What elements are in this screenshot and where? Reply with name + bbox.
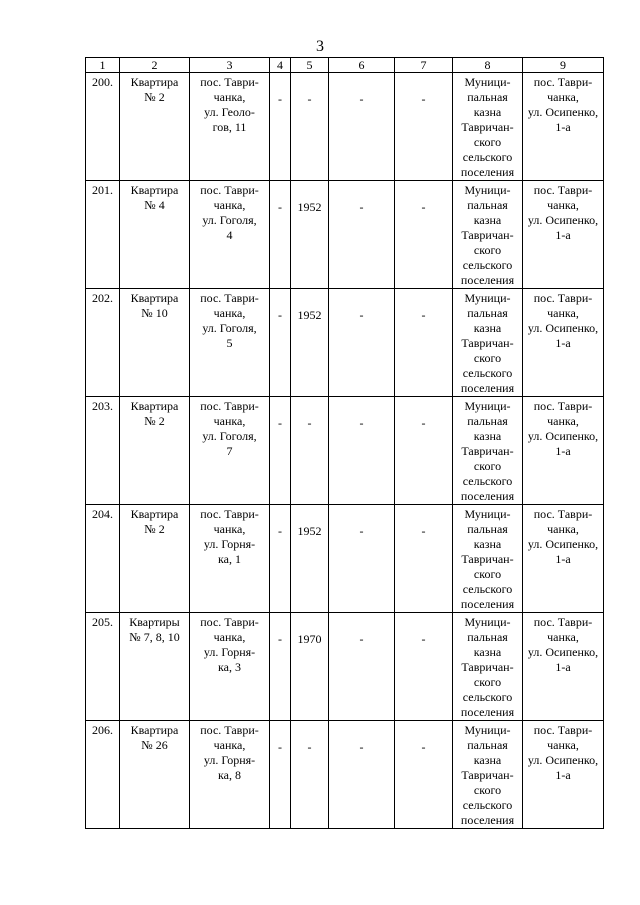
row-number: 206. <box>92 723 113 737</box>
column-header-1: 1 <box>86 58 120 73</box>
rights-holder: Муници- пальная казна Тавричан- ского сельского поселения <box>460 291 515 395</box>
object-name: Квартира № 10 <box>130 291 179 320</box>
column-4-value: - <box>278 200 282 214</box>
object-address: пос. Таври- чанка, ул. Геоло- гов, 11 <box>200 75 259 134</box>
rights-holder-cell <box>453 289 523 397</box>
column-4-value-cell <box>270 73 291 181</box>
row-number: 204. <box>92 507 113 521</box>
object-name-cell <box>120 721 190 829</box>
rights-holder: Муници- пальная казна Тавричан- ского сельского поселения <box>460 507 515 611</box>
column-4-value-cell <box>270 505 291 613</box>
holder-address-cell <box>523 181 604 289</box>
object-name-cell <box>120 73 190 181</box>
column-6-value: - <box>359 416 364 430</box>
rights-holder-cell <box>453 505 523 613</box>
year-value-cell <box>291 181 329 289</box>
column-6-value-cell <box>329 73 395 181</box>
holder-address: пос. Таври- чанка, ул. Осипенко, 1-а <box>527 291 599 350</box>
object-name-cell <box>120 289 190 397</box>
column-6-value-cell <box>329 397 395 505</box>
object-name: Квартира № 26 <box>130 723 179 752</box>
rights-holder: Муници- пальная казна Тавричан- ского сельского поселения <box>460 723 515 827</box>
row-number-cell <box>86 181 120 289</box>
column-6-value: - <box>359 632 364 646</box>
column-4-value: - <box>278 92 282 106</box>
row-number: 200. <box>92 75 113 89</box>
table-row <box>86 73 604 181</box>
year-value: 1952 <box>297 200 322 214</box>
object-name: Квартира № 2 <box>130 75 179 104</box>
object-address-cell <box>190 73 270 181</box>
object-name: Квартира № 4 <box>130 183 179 212</box>
column-7-value: - <box>421 632 426 646</box>
column-4-value: - <box>278 416 282 430</box>
row-number: 205. <box>92 615 113 629</box>
year-value: 1952 <box>297 524 322 538</box>
column-header-2: 2 <box>120 58 190 73</box>
year-value: - <box>307 416 312 430</box>
rights-holder: Муници- пальная казна Тавричан- ского сельского поселения <box>460 615 515 719</box>
rights-holder-cell <box>453 73 523 181</box>
column-4-value: - <box>278 740 282 754</box>
column-4-value-cell <box>270 181 291 289</box>
object-address-cell <box>190 397 270 505</box>
object-address: пос. Таври- чанка, ул. Горня- ка, 3 <box>200 615 259 674</box>
column-header-3: 3 <box>190 58 270 73</box>
holder-address: пос. Таври- чанка, ул. Осипенко, 1-а <box>527 399 599 458</box>
rights-holder-cell <box>453 181 523 289</box>
table-row <box>86 397 604 505</box>
rights-holder: Муници- пальная казна Тавричан- ского сельского поселения <box>460 399 515 503</box>
column-6-value-cell <box>329 721 395 829</box>
column-6-value-cell <box>329 613 395 721</box>
object-address: пос. Таври- чанка, ул. Гоголя, 7 <box>200 399 259 458</box>
table-row <box>86 505 604 613</box>
column-header-8: 8 <box>453 58 523 73</box>
column-4-value-cell <box>270 613 291 721</box>
object-address-cell <box>190 505 270 613</box>
column-7-value-cell <box>395 721 453 829</box>
column-7-value: - <box>421 416 426 430</box>
registry-body <box>86 73 604 829</box>
object-address-cell <box>190 181 270 289</box>
table-row <box>86 289 604 397</box>
holder-address: пос. Таври- чанка, ул. Осипенко, 1-а <box>527 75 599 134</box>
property-registry-table <box>85 57 604 829</box>
holder-address-cell <box>523 289 604 397</box>
column-header-6: 6 <box>329 58 395 73</box>
table-row <box>86 721 604 829</box>
column-4-value-cell <box>270 397 291 505</box>
year-value: 1952 <box>297 308 322 322</box>
column-6-value: - <box>359 308 364 322</box>
column-7-value-cell <box>395 289 453 397</box>
column-7-value: - <box>421 92 426 106</box>
holder-address: пос. Таври- чанка, ул. Осипенко, 1-а <box>527 615 599 674</box>
year-value-cell <box>291 721 329 829</box>
year-value-cell <box>291 613 329 721</box>
column-6-value-cell <box>329 181 395 289</box>
object-name: Квартиры № 7, 8, 10 <box>129 615 180 644</box>
year-value: 1970 <box>297 632 322 646</box>
rights-holder-cell <box>453 721 523 829</box>
column-header-9: 9 <box>523 58 604 73</box>
holder-address-cell <box>523 721 604 829</box>
object-name: Квартира № 2 <box>130 507 179 536</box>
column-6-value: - <box>359 524 364 538</box>
row-number-cell <box>86 721 120 829</box>
rights-holder-cell <box>453 397 523 505</box>
column-7-value-cell <box>395 397 453 505</box>
column-4-value: - <box>278 632 282 646</box>
year-value-cell <box>291 397 329 505</box>
year-value-cell <box>291 289 329 397</box>
object-address-cell <box>190 289 270 397</box>
object-address: пос. Таври- чанка, ул. Горня- ка, 8 <box>200 723 259 782</box>
row-number: 202. <box>92 291 113 305</box>
row-number-cell <box>86 505 120 613</box>
column-4-value-cell <box>270 289 291 397</box>
object-address: пос. Таври- чанка, ул. Гоголя, 5 <box>200 291 259 350</box>
holder-address: пос. Таври- чанка, ул. Осипенко, 1-а <box>527 507 599 566</box>
object-name-cell <box>120 613 190 721</box>
rights-holder: Муници- пальная казна Тавричан- ского сельского поселения <box>460 183 515 287</box>
column-7-value-cell <box>395 505 453 613</box>
row-number-cell <box>86 397 120 505</box>
object-address-cell <box>190 721 270 829</box>
column-7-value: - <box>421 200 426 214</box>
row-number: 201. <box>92 183 113 197</box>
year-value-cell <box>291 505 329 613</box>
holder-address: пос. Таври- чанка, ул. Осипенко, 1-а <box>527 183 599 242</box>
object-address: пос. Таври- чанка, ул. Гоголя, 4 <box>200 183 259 242</box>
column-6-value-cell <box>329 289 395 397</box>
holder-address-cell <box>523 73 604 181</box>
object-name-cell <box>120 397 190 505</box>
object-address-cell <box>190 613 270 721</box>
object-name: Квартира № 2 <box>130 399 179 428</box>
column-7-value-cell <box>395 613 453 721</box>
year-value: - <box>307 92 312 106</box>
holder-address-cell <box>523 397 604 505</box>
row-number-cell <box>86 73 120 181</box>
holder-address-cell <box>523 505 604 613</box>
object-name-cell <box>120 505 190 613</box>
column-6-value: - <box>359 92 364 106</box>
column-7-value-cell <box>395 73 453 181</box>
row-number-cell <box>86 613 120 721</box>
column-6-value: - <box>359 740 364 754</box>
page-number: 3 <box>316 38 324 55</box>
object-name-cell <box>120 181 190 289</box>
column-7-value: - <box>421 308 426 322</box>
column-7-value: - <box>421 740 426 754</box>
column-header-5: 5 <box>291 58 329 73</box>
year-value: - <box>307 740 312 754</box>
rights-holder-cell <box>453 613 523 721</box>
table-row <box>86 613 604 721</box>
column-header-4: 4 <box>270 58 291 73</box>
column-6-value-cell <box>329 505 395 613</box>
column-4-value: - <box>278 308 282 322</box>
column-7-value-cell <box>395 181 453 289</box>
column-4-value-cell <box>270 721 291 829</box>
column-header-7: 7 <box>395 58 453 73</box>
column-4-value: - <box>278 524 282 538</box>
rights-holder: Муници- пальная казна Тавричан- ского сельского поселения <box>460 75 515 179</box>
column-7-value: - <box>421 524 426 538</box>
table-row <box>86 181 604 289</box>
holder-address: пос. Таври- чанка, ул. Осипенко, 1-а <box>527 723 599 782</box>
column-6-value: - <box>359 200 364 214</box>
object-address: пос. Таври- чанка, ул. Горня- ка, 1 <box>200 507 259 566</box>
row-number-cell <box>86 289 120 397</box>
holder-address-cell <box>523 613 604 721</box>
header-row <box>86 58 604 73</box>
row-number: 203. <box>92 399 113 413</box>
year-value-cell <box>291 73 329 181</box>
